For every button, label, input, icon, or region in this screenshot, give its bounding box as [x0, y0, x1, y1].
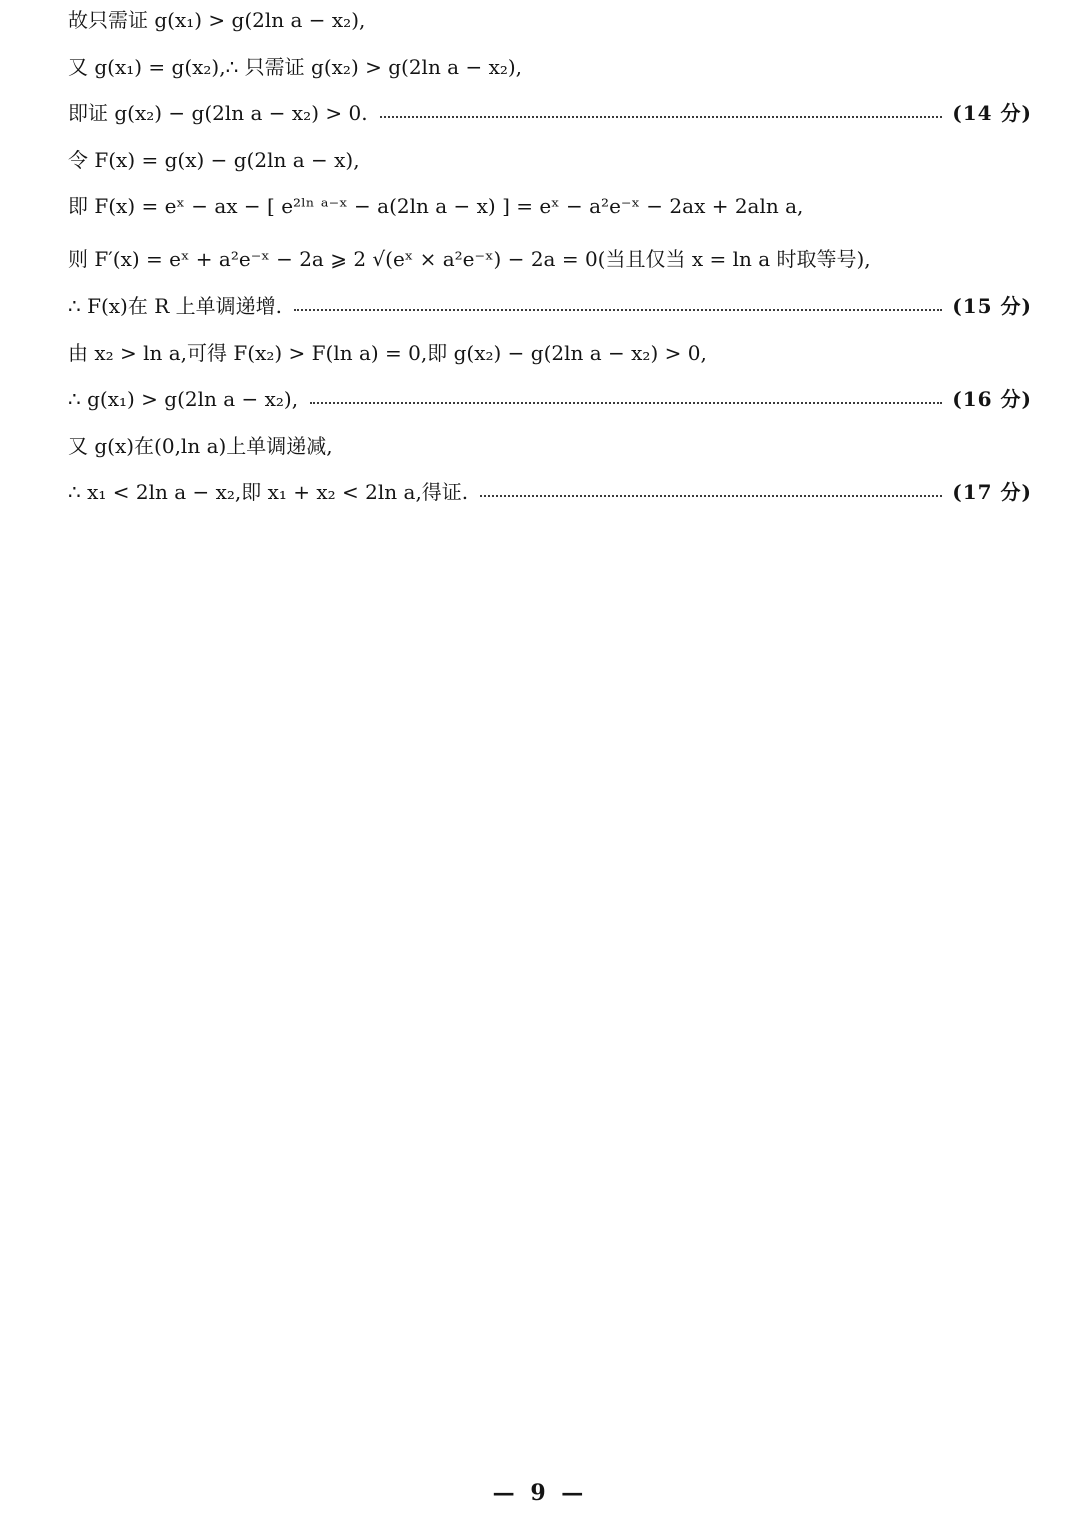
solution-line-10: [68, 430, 1032, 462]
line-text: 则 F′(x) = eˣ + a²e⁻ˣ − 2a ⩾ 2 √(eˣ × a²e⁻ˣ) − 2a = 0(当且仅当 x = ln a 时取等号),: [68, 247, 871, 271]
line-text: 又 g(x)在(0,ln a)上单调递减,: [68, 434, 333, 458]
line-text: 由 x₂ > ln a,可得 F(x₂) > F(ln a) = 0,即 g(x₂) − g(2ln a − x₂) > 0,: [68, 341, 707, 365]
score-mark: (17 分): [952, 480, 1032, 504]
score-mark: (14 分): [952, 101, 1032, 125]
line-text: 即证 g(x₂) − g(2ln a − x₂) > 0.: [68, 101, 368, 125]
score-mark: (15 分): [952, 294, 1032, 318]
dotted-leader: [310, 402, 942, 404]
score-mark: (16 分): [952, 387, 1032, 411]
solution-line-5: [68, 190, 1032, 222]
solution-line-4: [68, 144, 1032, 176]
line-text: ∴ x₁ < 2ln a − x₂,即 x₁ + x₂ < 2ln a,得证.: [68, 480, 469, 504]
solution-line-1: [68, 4, 1032, 36]
solution-line-6: [68, 243, 1032, 275]
dotted-leader: [380, 116, 943, 118]
solution-line-7: [68, 290, 1032, 322]
solution-line-2: [68, 51, 1032, 83]
line-text: ∴ g(x₁) > g(2ln a − x₂),: [68, 387, 299, 411]
line-text: 即 F(x) = eˣ − ax − [ e²ˡⁿ ᵃ⁻ˣ − a(2ln a − x) ] = eˣ − a²e⁻ˣ − 2ax + 2aln a,: [68, 194, 804, 218]
dotted-leader: [480, 495, 942, 497]
line-text: 故只需证 g(x₁) > g(2ln a − x₂),: [68, 8, 366, 32]
line-text: 令 F(x) = g(x) − g(2ln a − x),: [68, 148, 360, 172]
solution-line-11: [68, 476, 1032, 508]
solution-line-9: [68, 383, 1032, 415]
solution-line-8: [68, 337, 1032, 369]
line-text: 又 g(x₁) = g(x₂),∴ 只需证 g(x₂) > g(2ln a − x₂),: [68, 55, 523, 79]
line-text: ∴ F(x)在 R 上单调递增.: [68, 294, 282, 318]
solution-line-3: [68, 97, 1032, 129]
dotted-leader: [294, 309, 942, 311]
page-number: — 9 —: [492, 1480, 588, 1506]
